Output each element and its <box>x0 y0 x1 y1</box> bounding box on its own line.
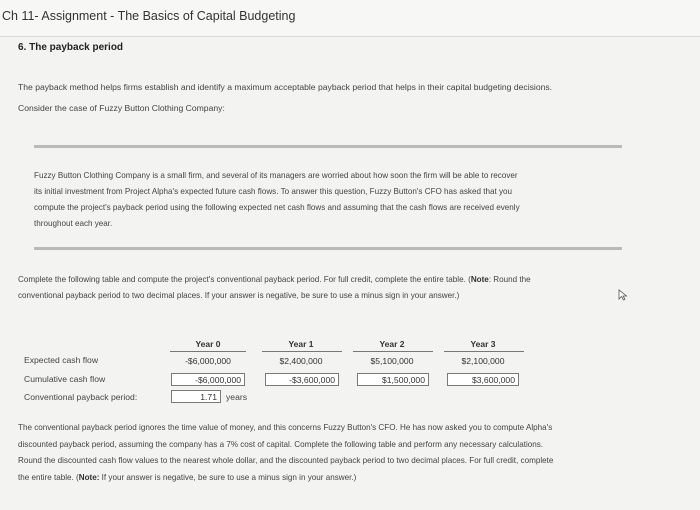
case-line: its initial investment from Project Alpha's expected future cash flows. To answer this question, Fuzzy Button's CFO has asked that you <box>34 187 513 196</box>
row-label-payback-period: Conventional payback period: <box>24 392 138 402</box>
column-year-1: Year 1 <box>288 339 314 349</box>
discounted-line: the entire table. (Note: If your answer is negative, be sure to use a minus sign in your answer.) <box>18 472 357 482</box>
cumulative-cash-flow-year-0-input[interactable]: -$6,000,000 <box>171 373 245 386</box>
case-line: compute the project's payback period using the following expected net cash flows and assuming that the cash flows are received evenly <box>34 203 520 212</box>
column-year-3: Year 3 <box>470 339 496 349</box>
expected-cash-flow-year-1: $2,400,000 <box>279 356 323 366</box>
header-rule <box>444 351 524 352</box>
case-description-text <box>34 168 624 232</box>
header-rule <box>262 351 342 352</box>
discounted-line: discounted payback period, assuming the company has a 7% cost of capital. Complete the following table and perform any necessary calculations. <box>18 439 544 449</box>
instruction-line: conventional payback period to two decimal places. If your answer is negative, be sure to use a minus sign in your answer.) <box>18 291 460 300</box>
expected-cash-flow-year-3: $2,100,000 <box>461 356 505 366</box>
mouse-pointer-icon <box>618 289 628 301</box>
assignment-header <box>0 0 700 37</box>
discounted-line: The conventional payback period ignores the time value of money, and this concerns Fuzzy Button's CFO. He has now asked you to compute Alpha's <box>18 423 553 432</box>
assignment-title: Ch 11- Assignment - The Basics of Capital Budgeting <box>2 9 296 23</box>
discounted-payback-paragraph <box>18 420 668 486</box>
intro-paragraph: The payback method helps firms establish and identify a maximum acceptable payback period that helps in their capital budgeting decisions. <box>18 82 553 92</box>
column-year-2: Year 2 <box>379 339 405 349</box>
payback-period-input[interactable]: 1.71 <box>171 390 221 403</box>
cumulative-cash-flow-year-1-input[interactable]: -$3,600,000 <box>265 373 339 386</box>
case-line: Fuzzy Button Clothing Company is a small firm, and several of its managers are worried about how soon the firm will be able to recover <box>34 171 518 180</box>
header-rule <box>170 351 246 352</box>
column-year-0: Year 0 <box>195 339 221 349</box>
instruction-line: Complete the following table and compute the project's conventional payback period. For full credit, complete the entire table. (Note: Round the <box>18 275 531 284</box>
payback-unit: years <box>226 392 248 402</box>
discounted-line: Round the discounted cash flow values to the nearest whole dollar, and the discounted payback period to two decimal places. For full credit, complete <box>18 456 554 465</box>
case-line: throughout each year. <box>34 219 113 228</box>
expected-cash-flow-year-0: -$6,000,000 <box>185 356 231 366</box>
case-intro: Consider the case of Fuzzy Button Clothing Company: <box>18 103 225 113</box>
expected-cash-flow-year-2: $5,100,000 <box>370 356 414 366</box>
question-title: 6. The payback period <box>18 42 124 53</box>
row-label-cumulative-cash-flow: Cumulative cash flow <box>24 374 106 384</box>
cumulative-cash-flow-year-2-input[interactable]: $1,500,000 <box>357 373 429 386</box>
row-label-expected-cash-flow: Expected cash flow <box>24 355 99 365</box>
header-rule <box>353 351 433 352</box>
table-instructions <box>18 272 648 304</box>
case-description-box <box>34 145 622 250</box>
cumulative-cash-flow-year-3-input[interactable]: $3,600,000 <box>447 373 519 386</box>
